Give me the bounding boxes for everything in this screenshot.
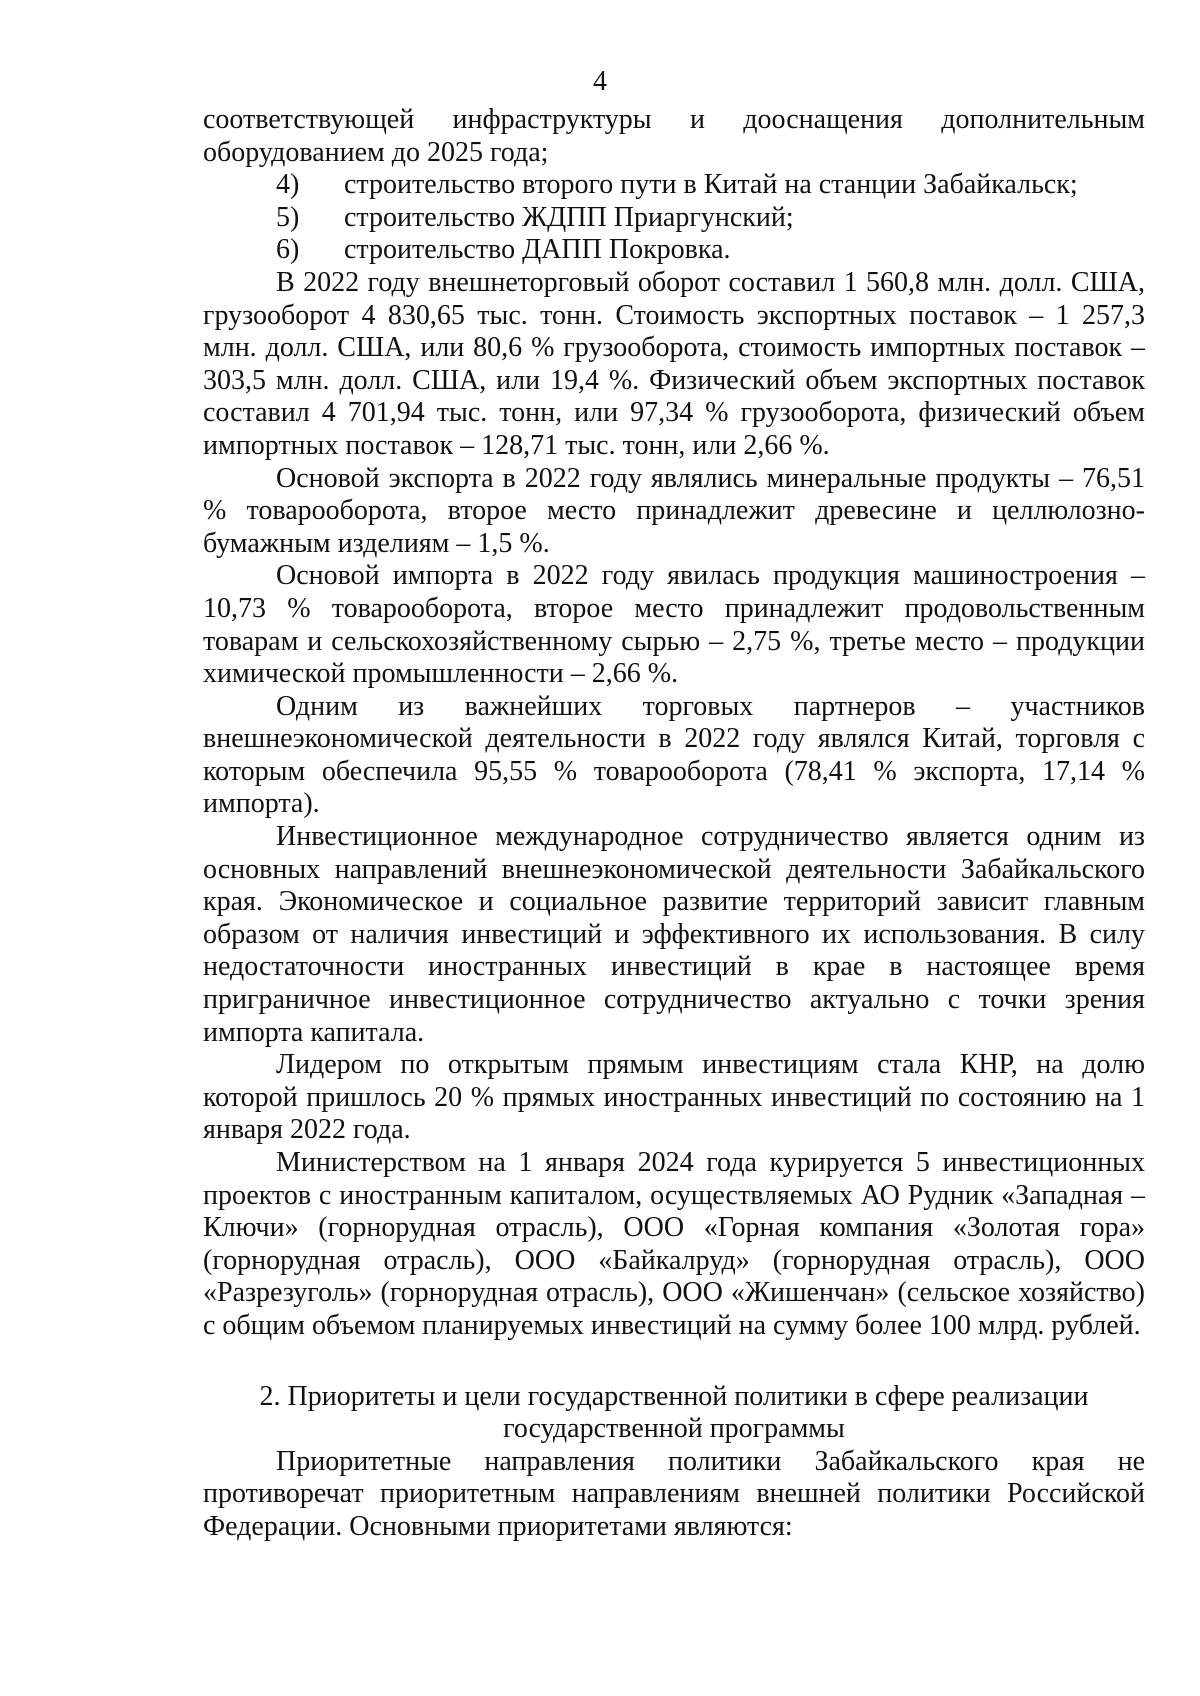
intro-continuation: соответствующей инфраструктуры и дооснащения дополнительным оборудованием до 2025 года;: [203, 104, 1145, 168]
paragraph-direct-investment-leader: Лидером по открытым прямым инвестициям стала КНР, на долю которой пришлось 20 % прямых иностранных инвестиций по состоянию на 1 января 2022 года.: [203, 1049, 1145, 1146]
list-item-number: 5): [276, 201, 300, 233]
list-item: [203, 169, 1145, 202]
section-heading-line: государственной программы: [503, 1413, 845, 1445]
list-item-text: строительство ЖДПП Приаргунский;: [344, 201, 794, 233]
list-item-text: строительство ДАПП Покровка.: [344, 234, 731, 266]
list-item: [203, 202, 1145, 235]
paragraph-export-basis: Основой экспорта в 2022 году являлись минеральные продукты – 76,51 % товарооборота, второе место принадлежит древесине и целлюлозно-бумажным изделиям – 1,5 %.: [203, 462, 1145, 559]
document-body: [203, 104, 1145, 1544]
paragraph-priorities: Приоритетные направления политики Забайкальского края не противоречат приоритетным направлениям внешней политики Российской Федерации. Основными приоритетами являются:: [203, 1445, 1145, 1542]
paragraph-investment-projects: Министерством на 1 января 2024 года курируется 5 инвестиционных проектов с иностранным капиталом, осуществляемых АО Рудник «Западная – Ключи» (горнорудная отрасль), ООО «Горная компания «Золотая гора» (горнорудная отрасль), ООО «Байкалруд» (горнорудная отрасль), ООО «Разрезуголь» (горнорудная отрасль), ООО «Жишенчан» (сельское хозяйство) с общим объемом планируемых инвестиций на сумму более 100 млрд. рублей.: [203, 1147, 1145, 1341]
list-item: [203, 234, 1145, 267]
paragraph-trade-partners: Одним из важнейших торговых партнеров – участников внешнеэкономической деятельности в 2022 году являлся Китай, торговля с которым обеспечила 95,55 % товарооборота (78,41 % экспорта, 17,14 % импорта).: [203, 690, 1145, 820]
section-heading: [203, 1381, 1145, 1446]
list-item-number: 6): [276, 234, 300, 266]
paragraph-import-basis: Основой импорта в 2022 году явилась продукция машиностроения – 10,73 % товарооборота, второе место принадлежит продовольственным товарам и сельскохозяйственному сырью – 2,75 %, третье место – продукции химической промышленности – 2,66 %.: [203, 560, 1145, 690]
page-number: 4: [593, 66, 607, 97]
list-item-number: 4): [276, 169, 300, 201]
paragraph-investment-cooperation: Инвестиционное международное сотрудничество является одним из основных направлений внешнеэкономической деятельности Забайкальского края. Экономическое и социальное развитие территорий зависит главным образом от наличия инвестиций и эффективного их использования. В силу недостаточности иностранных инвестиций в крае в настоящее время приграничное инвестиционное сотрудничество актуально с точки зрения импорта капитала.: [203, 821, 1145, 1048]
section-heading-line: 2. Приоритеты и цели государственной политики в сфере реализации: [259, 1380, 1089, 1412]
paragraph-trade-turnover: В 2022 году внешнеторговый оборот составил 1 560,8 млн. долл. США, грузооборот 4 830,65 тыс. тонн. Стоимость экспортных поставок – 1 257,3 млн. долл. США, или 80,6 % грузооборота, стоимость импортных поставок – 303,5 млн. долл. США, или 19,4 %. Физический объем экспортных поставок составил 4 701,94 тыс. тонн, или 97,34 % грузооборота, физический объем импортных поставок – 128,71 тыс. тонн, или 2,66 %.: [203, 266, 1145, 461]
list-item-text: строительство второго пути в Китай на станции Забайкальск;: [344, 169, 1078, 201]
